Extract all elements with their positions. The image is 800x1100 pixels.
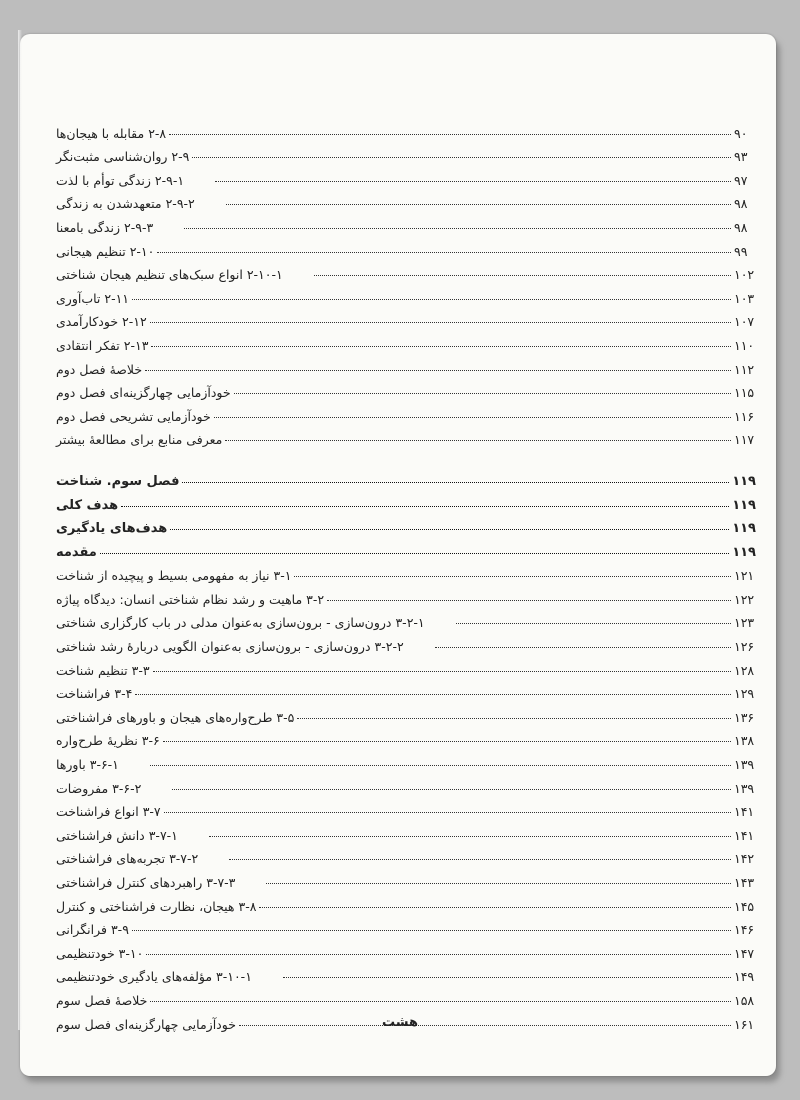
toc-entry-title: ۳-۲-۱ درون‌سازی - برون‌سازی به‌عنوان مدلی در باب کارگزاری شناختی	[56, 615, 425, 631]
toc-entry-page-number: ۱۵۸	[734, 992, 755, 1008]
dot-leader	[259, 907, 731, 908]
dot-leader	[266, 883, 731, 884]
toc-entry	[54, 117, 756, 141]
dot-leader	[229, 859, 731, 860]
toc-entry-page-number: ۱۲۳	[734, 615, 755, 631]
toc-entry	[54, 353, 756, 377]
toc-entry-page-number: ۱۳۹	[734, 757, 755, 773]
dot-leader	[327, 600, 731, 601]
toc-entry	[54, 164, 756, 188]
toc-entry-page-number: ۱۱۹	[732, 544, 756, 560]
toc-entry	[54, 678, 756, 702]
toc-entry-page-number: ۱۲۶	[734, 639, 755, 655]
toc-entry-page-number: ۱۱۲	[734, 361, 755, 377]
toc-entry	[54, 235, 756, 259]
toc-entry	[54, 607, 756, 631]
toc-entry-title: ۳-۷-۲ تجربه‌های فراشناختی	[56, 851, 199, 867]
toc-entry-title: ۲-۹-۲ متعهدشدن به زندگی	[56, 196, 195, 212]
toc-entry-title: ۲-۱۰-۱ انواع سبک‌های تنظیم هیجان شناختی	[56, 267, 283, 283]
dot-leader	[294, 576, 731, 577]
dot-leader	[150, 322, 731, 323]
toc-entry-page-number: ۹۰	[734, 125, 748, 141]
toc-entry-page-number: ۹۳	[734, 149, 748, 165]
toc-entry-title: ۳-۵ طرح‌واره‌های هیجان و باورهای فراشناختی	[56, 709, 295, 725]
dot-leader	[456, 623, 731, 624]
toc-entry-page-number: ۱۴۱	[734, 827, 755, 843]
toc-entry	[54, 748, 756, 772]
dot-leader	[226, 204, 731, 205]
toc-entry	[54, 725, 756, 749]
toc-entry-title: ۲-۱۲ خودکارآمدی	[56, 314, 147, 330]
toc-entry	[54, 306, 756, 330]
toc-entry-page-number: ۱۳۶	[734, 709, 755, 725]
toc-entry-title: هدف کلی	[56, 497, 119, 513]
dot-leader	[297, 718, 731, 719]
toc-entry-page-number: ۱۳۸	[734, 733, 755, 749]
toc-entry-title: ۳-۱۰-۱ مؤلفه‌های یادگیری خودتنظیمی	[56, 969, 252, 985]
toc-entry-page-number: ۱۳۹	[734, 780, 755, 796]
dot-leader	[234, 393, 731, 394]
dot-leader	[135, 694, 731, 695]
toc-entry-page-number: ۱۲۸	[734, 662, 755, 678]
toc-entry-title: فصل سوم. شناخت	[56, 473, 180, 489]
dot-leader	[163, 741, 731, 742]
toc-entry	[54, 211, 756, 235]
dot-leader	[170, 529, 729, 530]
toc-entry-title: ۳-۶ نظریهٔ طرح‌واره	[56, 733, 160, 749]
dot-leader	[182, 482, 729, 483]
toc-entry-title: خلاصهٔ فصل سوم	[56, 992, 148, 1008]
dot-leader	[132, 930, 731, 931]
toc-entry-title: ۳-۷-۳ راهبردهای کنترل فراشناختی	[56, 875, 236, 890]
toc-entry-title: ۳-۷-۱ دانش فراشناختی	[56, 827, 178, 843]
toc-entry-page-number: ۹۸	[734, 219, 748, 235]
toc-entry-title: ۳-۲-۲ درون‌سازی - برون‌سازی به‌عنوان الگویی دربارهٔ رشد شناختی	[56, 639, 404, 655]
scan-edge	[18, 30, 22, 1030]
dot-leader	[184, 228, 731, 229]
toc-entry-page-number: ۱۴۱	[734, 804, 755, 820]
toc-entry-title: ۳-۴ فراشناخت	[56, 686, 133, 702]
toc-entry-title: خلاصهٔ فصل دوم	[56, 361, 143, 377]
toc-entry-page-number: ۹۷	[734, 172, 748, 188]
toc-entry	[54, 701, 756, 725]
toc-entry-title: ۲-۱۳ تفکر انتقادی	[56, 337, 149, 353]
toc-entry-page-number: ۱۱۷	[734, 432, 755, 448]
toc-entry-title: ۳-۱ نیاز به مفهومی بسیط و پیچیده از شناخت	[56, 568, 292, 584]
toc-entry-title: ۲-۸ مقابله با هیجان‌ها	[56, 125, 167, 141]
dot-leader	[164, 812, 731, 813]
toc-entry-title: ۳-۸ هیجان، نظارت فراشناختی و کنترل	[56, 898, 257, 914]
dot-leader	[314, 275, 731, 276]
toc-entry-title: ۲-۹-۱ زندگی توأم با لذت	[56, 172, 185, 188]
toc-entry-title: ۲-۹ روان‌شناسی مثبت‌نگر	[56, 149, 190, 165]
toc-entry	[54, 843, 756, 867]
toc-entry	[54, 377, 756, 401]
toc-entry	[54, 188, 756, 212]
toc-entry	[54, 513, 756, 537]
toc-entry	[54, 630, 756, 654]
dot-leader	[169, 134, 731, 135]
dot-leader	[121, 506, 729, 507]
toc-entry	[54, 772, 756, 796]
toc-entry-page-number: ۱۱۵	[734, 385, 755, 401]
toc-entry	[54, 654, 756, 678]
toc-entry-page-number: ۹۸	[734, 196, 748, 212]
dot-leader	[214, 417, 731, 418]
dot-leader	[172, 789, 731, 790]
toc-entry	[54, 866, 756, 890]
toc-entry	[54, 819, 756, 843]
dot-leader	[150, 1001, 731, 1002]
toc-entry-page-number: ۱۲۲	[734, 591, 755, 607]
dot-leader	[150, 765, 731, 766]
dot-leader	[157, 252, 731, 253]
toc-entry-page-number: ۱۰۷	[734, 314, 755, 330]
toc-entry-title: خودآزمایی تشریحی فصل دوم	[56, 408, 211, 424]
toc-entry	[54, 424, 756, 448]
toc-entry-title: ۳-۶-۱ باورها	[56, 757, 119, 773]
toc-entry	[54, 141, 756, 165]
dot-leader	[153, 671, 731, 672]
dot-leader	[146, 954, 731, 955]
toc-entry	[54, 400, 756, 424]
dot-leader	[283, 977, 731, 978]
toc-entry-page-number: ۱۰۲	[734, 267, 755, 283]
toc-entry	[54, 560, 756, 584]
toc-entry-title: ۳-۷ انواع فراشناخت	[56, 804, 161, 820]
table-of-contents	[54, 117, 756, 1032]
toc-entry-title: هدف‌های یادگیری	[56, 521, 168, 537]
dot-leader	[215, 181, 731, 182]
toc-entry-page-number: ۱۴۲	[734, 851, 755, 867]
dot-leader	[435, 647, 731, 648]
toc-entry	[54, 890, 756, 914]
toc-entry	[54, 329, 756, 353]
toc-entry-page-number: ۱۱۰	[734, 337, 755, 353]
toc-entry-title: خودآزمایی چهارگزینه‌ای فصل دوم	[56, 385, 231, 401]
toc-entry-page-number: ۱۴۹	[734, 969, 755, 985]
toc-entry-page-number: ۱۲۱	[734, 568, 755, 584]
toc-entry-title: ۲-۹-۳ زندگی بامعنا	[56, 219, 154, 235]
dot-leader	[100, 553, 729, 554]
toc-entry-title: ۲-۱۰ تنظیم هیجانی	[56, 243, 155, 259]
toc-entry	[54, 489, 756, 513]
toc-entry-title: مقدمه	[56, 544, 97, 560]
toc-entry-page-number: ۱۴۷	[734, 945, 755, 961]
toc-section-chapter-2	[54, 117, 756, 447]
toc-entry-title: ۳-۳ تنظیم شناخت	[56, 662, 150, 678]
toc-entry-title: ۳-۹ فرانگرانی	[56, 922, 129, 938]
toc-entry	[54, 583, 756, 607]
toc-entry-page-number: ۱۴۵	[734, 898, 755, 914]
toc-entry-page-number: ۹۹	[734, 243, 748, 259]
toc-entry-page-number: ۱۰۳	[734, 290, 755, 306]
toc-entry-page-number: ۱۱۹	[732, 521, 756, 537]
section-gap	[54, 447, 756, 465]
toc-entry	[54, 465, 756, 489]
page-number-footer: هشت	[381, 1015, 418, 1030]
toc-entry	[54, 796, 756, 820]
toc-entry	[54, 961, 756, 985]
toc-entry	[54, 536, 756, 560]
toc-entry	[54, 914, 756, 938]
toc-entry-page-number: ۱۴۶	[734, 922, 755, 938]
toc-entry-page-number: ۱۱۹	[732, 473, 756, 489]
toc-entry-title: ۳-۱۰ خودتنظیمی	[56, 945, 144, 961]
toc-section-chapter-3	[54, 465, 756, 1031]
dot-leader	[145, 370, 731, 371]
toc-entry-page-number: ۱۴۳	[734, 875, 755, 890]
toc-entry	[54, 984, 756, 1008]
dot-leader	[209, 836, 731, 837]
toc-entry-page-number: ۱۱۶	[734, 408, 755, 424]
toc-entry-page-number: ۱۶۱	[734, 1016, 755, 1032]
toc-entry	[54, 937, 756, 961]
toc-entry-page-number: ۱۲۹	[734, 686, 755, 702]
dot-leader	[192, 157, 731, 158]
toc-entry	[54, 259, 756, 283]
toc-entry-title: ۲-۱۱ تاب‌آوری	[56, 290, 130, 306]
toc-entry-title: خودآزمایی چهارگزینه‌ای فصل سوم	[56, 1016, 236, 1032]
dot-leader	[151, 346, 731, 347]
toc-entry-title: ۳-۲ ماهیت و رشد نظام شناختی انسان: دیدگاه پیاژه	[56, 591, 325, 607]
dot-leader	[225, 440, 731, 441]
toc-entry-title: ۳-۶-۲ مفروضات	[56, 780, 142, 796]
dot-leader	[132, 299, 731, 300]
toc-entry	[54, 282, 756, 306]
toc-entry-title: معرفی منابع برای مطالعهٔ بیشتر	[56, 432, 223, 448]
toc-entry-page-number: ۱۱۹	[732, 497, 756, 513]
